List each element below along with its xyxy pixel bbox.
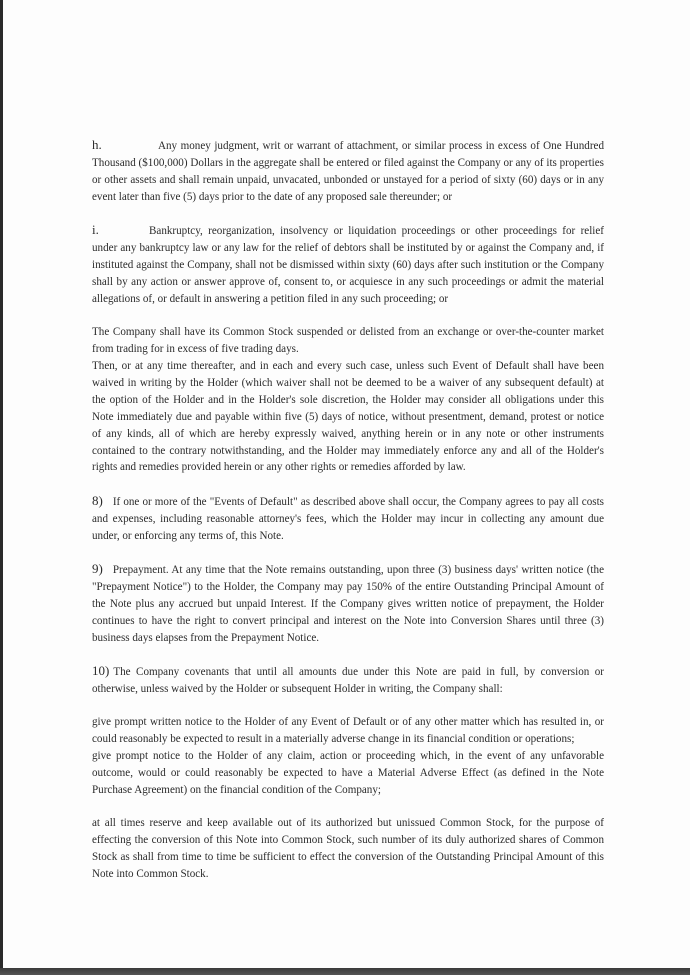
- paragraph-text: The Company shall have its Common Stock suspended or delisted from an exchange or over-the-counter market from trading for in excess of five trading days.: [92, 326, 604, 356]
- paragraph-then: [92, 358, 604, 476]
- paragraph-marker: 10): [92, 663, 110, 679]
- paragraph-text: Prepayment. At any time that the Note remains outstanding, upon three (3) business days' written notice (the "Prepayment Notice") to the Holder, the Company may pay 150% of the entire Outstanding Principal Amount of the Note plus any accrued but unpaid Interest. If the Company gives written notice of prepayment, the Holder continues to have the right to convert principal and interest on the Note into Conversion Shares until three (3) business days elapses from the Prepayment Notice.: [92, 564, 604, 644]
- paragraph-text: Then, or at any time thereafter, and in each and every such case, unless such Event of Default shall have been waived in writing by the Holder (which waiver shall not be deemed to be a waiver of any subsequent default) at the option of the Holder and in the Holder's sole discretion, the Holder may consider all obligations under this Note immediately due and payable within five (5) days of notice, without presentment, demand, protest or notice of any kinds, all of which are hereby expressly waived, anything herein or in any note or other instruments contained to the contrary notwithstanding, and the Holder may immediately enforce any and all of the Holder's rights and remedies provided herein or any other rights or remedies afforded by law.: [92, 359, 604, 474]
- covenant-notice-default: [92, 714, 604, 748]
- paragraph-delisting: [92, 324, 604, 358]
- paragraph-text: If one or more of the "Events of Default" as described above shall occur, the Company agrees to pay all costs and expenses, including reasonable attorney's fees, which the Holder may incur in collecting any amount due under, or enforcing any terms of, this Note.: [92, 495, 604, 542]
- paragraph-text: Bankruptcy, reorganization, insolvency or liquidation proceedings or other proceedings for relief under any bankruptcy law or any law for the relief of debtors shall be instituted by or against the Company and, if instituted against the Company, shall not be dismissed within sixty (60) days after such institution or the Company shall by any action or answer approve of, consent to, or acquiesce in any such proceedings or admit the material allegations of, or default in answering a petition filed in any such proceeding; or: [92, 225, 604, 305]
- paragraph-marker: h.: [92, 137, 102, 152]
- paragraph-text: give prompt notice to the Holder of any claim, action or proceeding which, in the event of any unfavorable outcome, would or could reasonably be expected to have a Material Adverse Effect (as defined in the Note Purchase Agreement) on the financial condition of the Company;: [92, 750, 604, 796]
- covenant-reserve-stock: [92, 815, 604, 883]
- paragraph-text: at all times reserve and keep available out of its authorized but unissued Common Stock, for the purpose of effecting the conversion of this Note into Common Stock, such number of its duly authorized shares of Common Stock as shall from time to time be sufficient to effect the conversion of the Outstanding Principal Amount of this Note into Common Stock.: [92, 817, 604, 881]
- paragraph-text: Any money judgment, writ or warrant of attachment, or similar process in excess of One Hundred Thousand ($100,000) Dollars in the aggregate shall be entered or filed against the Company or any of its properties or other assets and shall remain unpaid, unvacated, unbonded or unstayed for a period of sixty (60) days or in any event later than five (5) days prior to the date of any proposed sale thereunder; or: [92, 140, 604, 203]
- paragraph-text: give prompt written notice to the Holder of any Event of Default or of any other matter which has resulted in, or could reasonably be expected to result in a materially adverse change in its financial condition or operations;: [92, 716, 604, 746]
- scan-edge: [0, 968, 690, 975]
- paragraph-10: [92, 663, 604, 698]
- covenant-notice-claim: [92, 748, 604, 799]
- paragraph-marker: i.: [92, 222, 99, 238]
- paragraph-marker: 8): [92, 492, 103, 508]
- paragraph-marker: 9): [92, 561, 103, 577]
- paragraph-9: [92, 561, 604, 647]
- paragraph-i: [92, 222, 604, 308]
- paragraph-text: The Company covenants that until all amounts due under this Note are paid in full, by conversion or otherwise, unless waived by the Holder or subsequent Holder in writing, the Company shall:: [92, 666, 604, 695]
- document-body: [92, 137, 604, 883]
- paragraph-h: [92, 137, 604, 206]
- paragraph-8: [92, 493, 604, 545]
